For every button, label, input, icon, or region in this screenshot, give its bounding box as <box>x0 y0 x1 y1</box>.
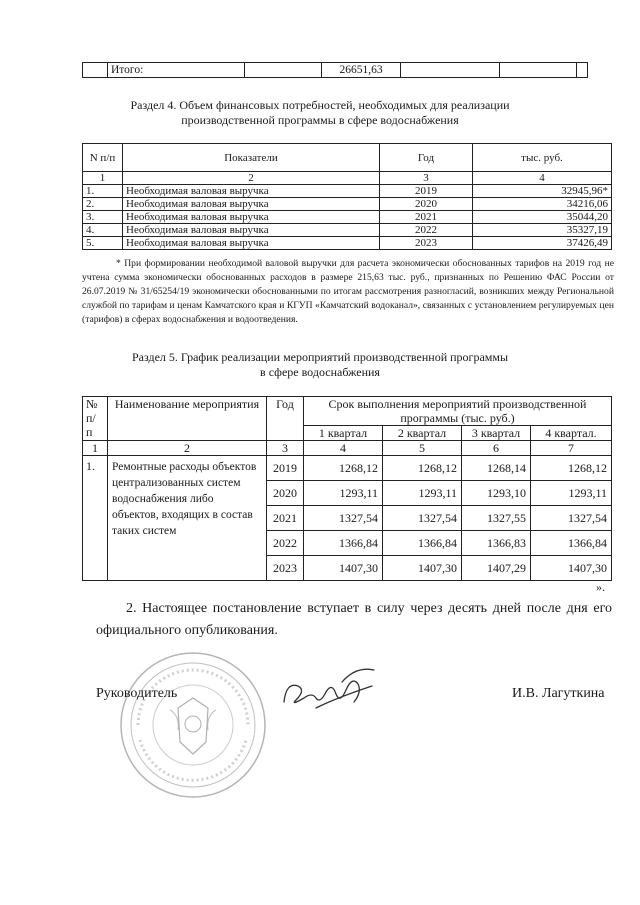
total-empty-cell <box>401 63 500 78</box>
col-number: 1 <box>83 441 108 456</box>
row-indicator: Необходимая валовая выручка <box>123 224 380 237</box>
col-number: 2 <box>123 172 380 185</box>
table-row <box>83 198 612 211</box>
row-amount: 35327,19 <box>473 224 612 237</box>
total-empty-cell <box>500 63 577 78</box>
row-q2: 1407,30 <box>383 556 462 581</box>
row-year: 2019 <box>267 456 304 481</box>
header-event-name: Наименование мероприятия <box>108 397 267 441</box>
row-q1: 1268,12 <box>304 456 383 481</box>
row-year: 2022 <box>267 531 304 556</box>
col-number: 5 <box>383 441 462 456</box>
total-empty-cell <box>245 63 322 78</box>
header-num: № п/ п <box>83 397 108 441</box>
col-number: 3 <box>380 172 473 185</box>
row-indicator: Необходимая валовая выручка <box>123 237 380 250</box>
header-year: Год <box>380 144 473 172</box>
header-term: Срок выполнения мероприятий производственной программы (тыс. руб.) <box>304 397 612 426</box>
row-indicator: Необходимая валовая выручка <box>123 211 380 224</box>
header-amount: тыс. руб. <box>473 144 612 172</box>
row-q2: 1327,54 <box>383 506 462 531</box>
table-row <box>83 211 612 224</box>
table-row <box>83 237 612 250</box>
row-year: 2022 <box>380 224 473 237</box>
total-label: Итого: <box>108 63 245 78</box>
col-number: 4 <box>304 441 383 456</box>
section4-title <box>0 98 640 128</box>
col-number: 2 <box>108 441 267 456</box>
col-number: 4 <box>473 172 612 185</box>
section4-table <box>82 143 612 250</box>
header-num: N п/п <box>83 144 123 172</box>
section4-title-line1: Раздел 4. Объем финансовых потребностей, необходимых для реализации <box>130 98 510 112</box>
col-number: 1 <box>83 172 123 185</box>
col-number: 3 <box>267 441 304 456</box>
header-q2: 2 квартал <box>383 426 462 441</box>
header-year: Год <box>267 397 304 441</box>
section4-title-line2: производственной программы в сфере водоснабжения <box>181 113 459 127</box>
section4-footnote: * При формировании необходимой валовой выручки для расчета экономически обоснованных тарифов на 2019 год не учтена сумма экономически обоснованных расходов в размере 215,63 тыс. руб., признанных по Решению ФАС России от 26.07.2019 № 31/65254/19 экономически обоснованными по итогам рассмотрения разногласий, возникших между Региональной службой по тарифам и ценам Камчатского края и КГУП «Камчатский водоканал», связанных с установлением регулируемых цен (тарифов) в сферах водоснабжения и водоотведения. <box>82 258 614 325</box>
row-year: 2021 <box>267 506 304 531</box>
total-table <box>82 62 588 78</box>
row-year: 2020 <box>380 198 473 211</box>
effective-date-paragraph: 2. Настоящее постановление вступает в силу через десять дней после дня его официального опубликования. <box>96 601 612 638</box>
header-q4: 4 квартал. <box>531 426 612 441</box>
item-name: Ремонтные расходы объектов централизованных систем водоснабжения либо объектов, входящих в состав таких систем <box>108 456 267 581</box>
row-q3: 1407,29 <box>462 556 531 581</box>
row-amount: 35044,20 <box>473 211 612 224</box>
row-year: 2021 <box>380 211 473 224</box>
item-num: 1. <box>83 456 108 581</box>
row-q4: 1327,54 <box>531 506 612 531</box>
col-number: 6 <box>462 441 531 456</box>
table-row <box>83 224 612 237</box>
row-num: 1. <box>83 185 123 198</box>
total-empty-cell <box>83 63 108 78</box>
row-q4: 1407,30 <box>531 556 612 581</box>
col-number: 7 <box>531 441 612 456</box>
row-num: 2. <box>83 198 123 211</box>
row-q4: 1366,84 <box>531 531 612 556</box>
row-indicator: Необходимая валовая выручка <box>123 198 380 211</box>
row-year: 2019 <box>380 185 473 198</box>
row-q1: 1407,30 <box>304 556 383 581</box>
row-q3: 1366,83 <box>462 531 531 556</box>
signer-title: Руководитель <box>96 686 178 701</box>
row-q3: 1293,10 <box>462 481 531 506</box>
signer-name: И.В. Лагуткина <box>512 686 605 701</box>
row-q2: 1366,84 <box>383 531 462 556</box>
row-indicator: Необходимая валовая выручка <box>123 185 380 198</box>
section5-title-line1: Раздел 5. График реализации мероприятий производственной программы <box>131 350 509 364</box>
row-amount: 32945,96* <box>473 185 612 198</box>
row-q4: 1293,11 <box>531 481 612 506</box>
section5-title <box>0 350 640 380</box>
row-q4: 1268,12 <box>531 456 612 481</box>
row-q3: 1327,55 <box>462 506 531 531</box>
handwritten-signature-icon <box>276 652 386 722</box>
header-indicator: Показатели <box>123 144 380 172</box>
row-num: 3. <box>83 211 123 224</box>
table-row <box>83 185 612 198</box>
header-q1: 1 квартал <box>304 426 383 441</box>
section5-title-line2: в сфере водоснабжения <box>260 365 380 379</box>
row-year: 2020 <box>267 481 304 506</box>
row-year: 2023 <box>380 237 473 250</box>
official-seal-icon <box>118 650 268 800</box>
row-q2: 1268,12 <box>383 456 462 481</box>
table-row <box>83 456 612 481</box>
row-q1: 1293,11 <box>304 481 383 506</box>
total-empty-cell <box>577 63 588 78</box>
row-amount: 34216,06 <box>473 198 612 211</box>
row-num: 5. <box>83 237 123 250</box>
row-q3: 1268,14 <box>462 456 531 481</box>
row-amount: 37426,49 <box>473 237 612 250</box>
row-q1: 1327,54 <box>304 506 383 531</box>
row-num: 4. <box>83 224 123 237</box>
row-q1: 1366,84 <box>304 531 383 556</box>
header-q3: 3 квартал <box>462 426 531 441</box>
section5-table <box>82 396 612 581</box>
closing-quote: ». <box>596 580 605 594</box>
row-year: 2023 <box>267 556 304 581</box>
total-value: 26651,63 <box>322 63 401 78</box>
row-q2: 1293,11 <box>383 481 462 506</box>
